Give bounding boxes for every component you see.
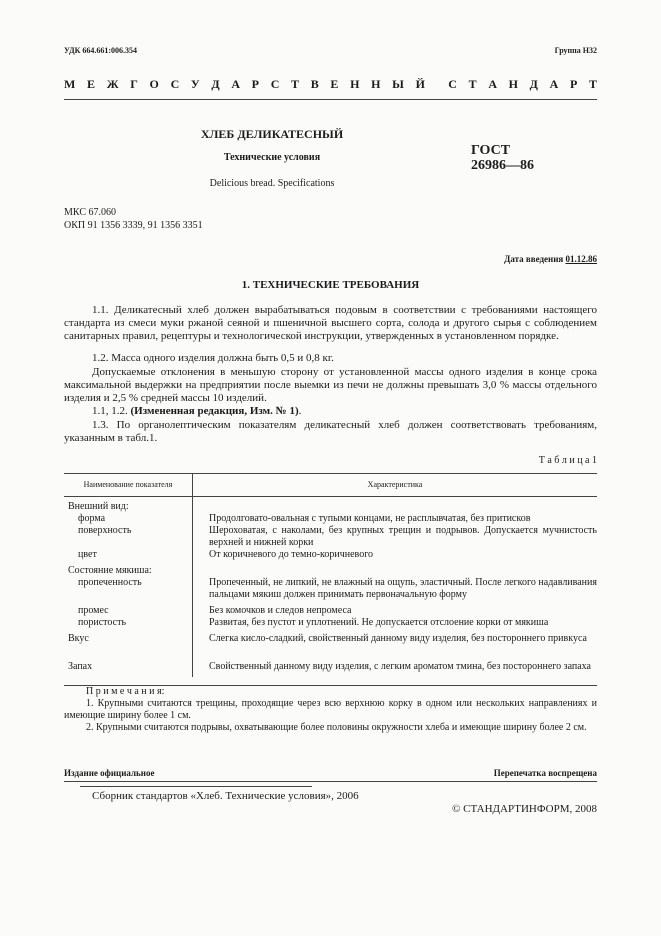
indicator-name: пористость bbox=[78, 617, 126, 628]
note-item: 1. Крупными считаются трещины, проходящие через всю верхнюю корку в одном или нескольких направлениях и имеющие ширину более 1 см. bbox=[64, 698, 597, 721]
english-title: Delicious bread. Specifications bbox=[209, 178, 335, 189]
notes-title: П р и м е ч а н и я: bbox=[86, 686, 165, 697]
document-title: ХЛЕБ ДЕЛИКАТЕСНЫЙ bbox=[200, 127, 344, 141]
characteristic-value: От коричневого до темно-коричневого bbox=[193, 549, 598, 561]
table-row bbox=[64, 561, 597, 601]
banner-rule bbox=[64, 99, 597, 100]
paragraph-1-2: 1.2. Масса одного изделия должна быть 0,5 и 0,8 кг. bbox=[92, 352, 334, 364]
standards-collection: Сборник стандартов «Хлеб. Технические условия», 2006 bbox=[92, 790, 359, 802]
organoleptic-table bbox=[64, 473, 597, 677]
group-code: Группа Н32 bbox=[554, 46, 597, 55]
characteristic-value: Пропеченный, не липкий, не влажный на ощупь, эластичный. После легкого надавливания пальцами мякиш должен принимать первоначальную форму bbox=[193, 561, 598, 601]
table-caption: Т а б л и ц а 1 bbox=[538, 455, 597, 466]
paragraph-1-3: 1.3. По органолептическим показателям деликатесный хлеб должен соответствовать требованиям, указанным в табл.1. bbox=[64, 419, 597, 444]
okp-code: ОКП 91 1356 3339, 91 1356 3351 bbox=[64, 220, 203, 231]
characteristic-value: Слегка кисло-сладкий, свойственный данному виду изделия, без постороннего привкуса bbox=[193, 629, 598, 645]
characteristic-value: Развитая, без пустот и уплотнений. Не допускается отслоение корки от мякиша bbox=[193, 617, 598, 629]
indicator-name: форма bbox=[78, 513, 106, 524]
indicator-name: Вкус bbox=[68, 633, 89, 644]
udk-code: УДК 664.661:006.354 bbox=[64, 46, 138, 55]
indicator-name: поверхность bbox=[78, 525, 132, 536]
table-row bbox=[64, 549, 597, 561]
characteristic-value: Без комочков и следов непромеса bbox=[193, 601, 598, 617]
table-row bbox=[64, 645, 597, 677]
gost-number: 26986—86 bbox=[471, 158, 534, 173]
paragraph-1-1: 1.1. Деликатесный хлеб должен вырабатываться подовым в соответствии с требованиями настоящего стандарта из смеси муки ржаной сеяной и пшеничной высшего сорта, солода и другого сырья с соблюдением санитарных правил, рецептуры и технологической инструкции, утвержденных в установленном порядке. bbox=[64, 304, 597, 342]
paragraph-amendment: 1.1, 1.2. (Измененная редакция, Изм. № 1). bbox=[92, 405, 302, 417]
table-row bbox=[64, 617, 597, 629]
section-heading: 1. ТЕХНИЧЕСКИЕ ТРЕБОВАНИЯ bbox=[241, 279, 420, 291]
footer-short-rule bbox=[80, 786, 312, 787]
copyright: © СТАНДАРТИНФОРМ, 2008 bbox=[452, 803, 597, 815]
introduction-date: Дата введения 01.12.86 bbox=[504, 254, 597, 264]
official-edition: Издание официальное bbox=[64, 768, 155, 778]
paragraph-deviation: Допускаемые отклонения в меньшую сторону от установленной массы одного изделия в конце срока максимальной выдержки на предприятии после выемки из печи не должны превышать 3,0 % массы отдельного изделия и 2,5 % средней массы 10 изделий. bbox=[64, 366, 597, 404]
indicator-name: промес bbox=[78, 605, 109, 616]
characteristic-value: Шероховатая, с наколами, без крупных трещин и подрывов. Допускается мучнистость верхней и нижней корки bbox=[193, 525, 598, 549]
characteristic-value: Свойственный данному виду изделия, с легким ароматом тмина, без постороннего запаха bbox=[193, 645, 598, 677]
document-subtitle: Технические условия bbox=[223, 152, 321, 163]
footer-rule bbox=[64, 781, 597, 782]
column-header-characteristic: Характеристика bbox=[193, 474, 598, 497]
table-row bbox=[64, 601, 597, 617]
characteristic-value: Продолговато-овальная с тупыми концами, не расплывчатая, без притисков bbox=[193, 497, 598, 526]
table-row bbox=[64, 497, 597, 526]
mks-code: МКС 67.060 bbox=[64, 207, 116, 218]
group-label: Внешний вид: bbox=[68, 501, 129, 512]
table-notes bbox=[64, 686, 597, 734]
reprint-prohibited: Перепечатка воспрещена bbox=[493, 768, 597, 778]
column-header-indicator: Наименование показателя bbox=[64, 474, 193, 497]
interstate-standard-banner: М Е Ж Г О С У Д А Р С Т В Е Н Н Ы Й С Т А Н Д А Р Т bbox=[64, 77, 597, 91]
indicator-name: пропеченность bbox=[78, 577, 142, 588]
indicator-name: Запах bbox=[68, 661, 93, 672]
table-row bbox=[64, 525, 597, 549]
table-row bbox=[64, 629, 597, 645]
group-label: Состояние мякиша: bbox=[68, 565, 152, 576]
gost-label: ГОСТ bbox=[471, 143, 511, 158]
indicator-name: цвет bbox=[78, 549, 97, 560]
note-item: 2. Крупными считаются подрывы, охватывающие более половины окружности хлеба и имеющие ширину более 2 см. bbox=[86, 722, 587, 733]
